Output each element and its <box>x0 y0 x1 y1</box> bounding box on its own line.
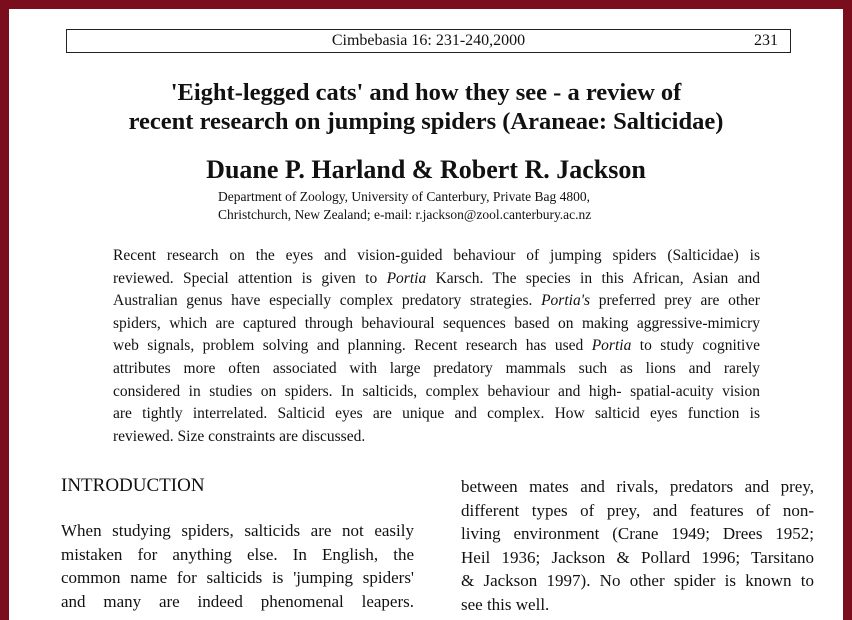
abstract-line: reviewed. Special attention is given to Portia Karsch. The species in this African, Asian and <box>113 269 760 287</box>
body-line: different types of prey, and features of non- <box>461 500 814 520</box>
body-column-right <box>461 475 814 616</box>
title-line-2: recent research on jumping spiders (Araneae: Salticidae) <box>128 108 724 135</box>
abstract-line: Australian genus have especially complex predatory strategies. Portia's preferred prey are other <box>113 292 760 310</box>
author-affiliation <box>218 188 591 224</box>
body-line: When studying spiders, salticids are not easily <box>61 521 414 540</box>
journal-header <box>66 29 791 53</box>
journal-reference: Cimbebasia 16: 231-240,2000 <box>331 32 526 49</box>
paper-title <box>49 78 803 136</box>
abstract-line: reviewed. Size constraints are discussed. <box>113 427 366 445</box>
title-line-1: 'Eight-legged cats' and how they see - a review of <box>170 79 682 106</box>
abstract-line: spiders, which are captured through behavioural sequences based on making aggressive-mimicry <box>113 314 760 332</box>
abstract <box>113 245 760 448</box>
affiliation-line-2: Christchurch, New Zealand; e-mail: r.jackson@zool.canterbury.ac.nz <box>218 207 592 222</box>
body-line: and many are indeed phenomenal leapers. <box>61 591 414 611</box>
abstract-line: attributes more often associated with large predatory mammals such as lions and rarely <box>113 359 760 377</box>
body-line: & Jackson 1997). No other spider is known to <box>461 571 814 590</box>
body-column-left <box>61 519 414 613</box>
body-line: between mates and rivals, predators and prey, <box>461 477 814 496</box>
body-line: see this well. <box>461 594 550 614</box>
abstract-line: are tightly interrelated. Salticid eyes are unique and complex. How salticid eyes function is <box>113 405 760 423</box>
page-number: 231 <box>754 32 778 49</box>
abstract-line: Recent research on the eyes and vision-guided behaviour of jumping spiders (Salticidae) is <box>113 247 760 264</box>
abstract-line: considered in studies on spiders. In salticids, complex behaviour and high- spatial-acuity vision <box>113 382 760 400</box>
body-line: living environment (Crane 1949; Drees 1952; <box>461 524 814 543</box>
body-line: Heil 1936; Jackson & Pollard 1996; Tarsitano <box>461 547 814 567</box>
abstract-line: web signals, problem solving and planning. Recent research has used Portia to study cognitive <box>113 337 760 355</box>
introduction-heading: INTRODUCTION <box>61 475 205 496</box>
author-list: Duane P. Harland & Robert R. Jackson <box>206 155 646 184</box>
body-line: common name for salticids is 'jumping spiders' <box>61 568 414 587</box>
body-line: mistaken for anything else. In English, the <box>61 544 414 564</box>
affiliation-line-1: Department of Zoology, University of Canterbury, Private Bag 4800, <box>218 189 591 204</box>
paper-page <box>9 9 843 620</box>
